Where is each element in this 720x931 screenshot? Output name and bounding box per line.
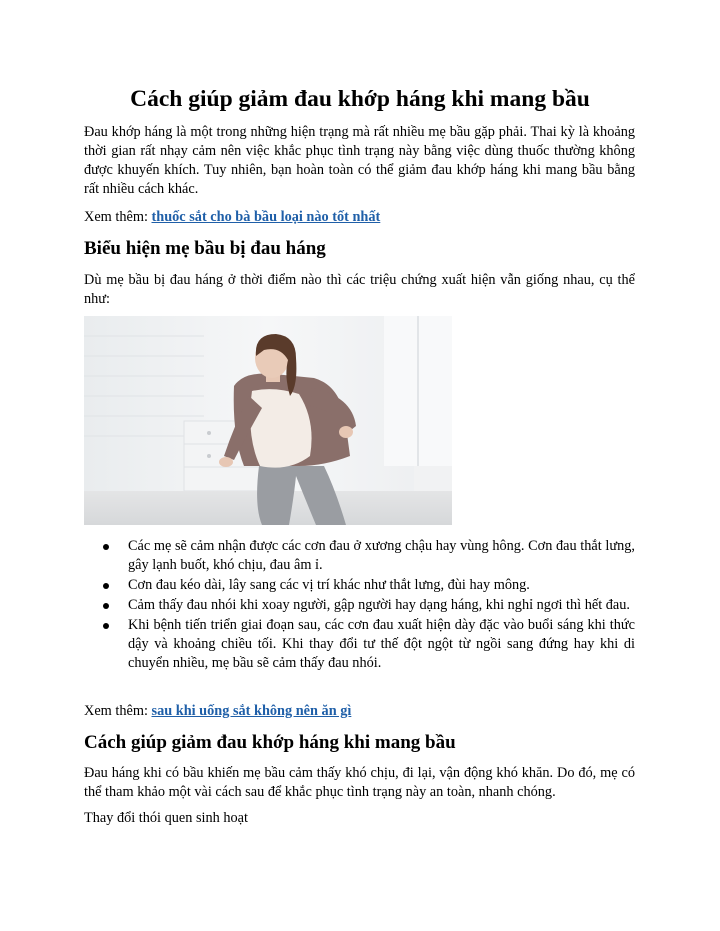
intro-paragraph: Đau khớp háng là một trong những hiện trạng mà rất nhiều mẹ bầu gặp phải. Thai kỳ là khoảng thời gian rất nhạy cảm nên việc khắc phục tình trạng này bằng việc dùng thuốc thường không được khuyến khích. Tuy nhiên, bạn hoàn toàn có thể giảm đau khớp háng khi mang bầu bằng rất nhiều cách khác. [84,124,635,197]
page-title: Cách giúp giảm đau khớp háng khi mang bầu [130,86,590,112]
symptom-text: Cơn đau kéo dài, lây sang các vị trí khác như thắt lưng, đùi hay mông. [128,577,530,593]
list-item [84,596,635,615]
bullet-icon [103,603,109,609]
see-also-prefix-1: Xem thêm: [84,209,152,225]
after-iron-food-link[interactable]: sau khi uống sắt không nên ăn gì [151,703,352,719]
list-item [84,537,635,575]
relief-subheading: Thay đổi thói quen sinh hoạt [84,810,248,826]
symptom-text: Cảm thấy đau nhói khi xoay người, gập người hay dạng háng, khi nghỉ ngơi thì hết đau. [128,597,630,613]
relief-intro-paragraph: Đau háng khi có bầu khiến mẹ bầu cảm thấy khó chịu, đi lại, vận động khó khăn. Do đó, mẹ có thể tham khảo một vài cách sau để khắc phục tình trạng này an toàn, nhanh chóng. [84,765,635,800]
bullet-icon [103,544,109,550]
see-also-line-2 [84,702,635,721]
list-item [84,616,635,673]
symptom-text: Khi bệnh tiến triển giai đoạn sau, các cơn đau xuất hiện dày đặc vào buổi sáng khi thức dậy và khoảng chiều tối. Khi thay đổi tư thế đột ngột từ ngồi sang đứng hay khi di chuyển nhiều, mẹ bầu sẽ cảm thấy đau nhói. [128,617,635,671]
symptom-text: Các mẹ sẽ cảm nhận được các cơn đau ở xương chậu hay vùng hông. Cơn đau thắt lưng, gây lạnh buốt, khó chịu, đau âm ỉ. [128,538,635,573]
see-also-prefix-2: Xem thêm: [84,703,152,719]
section-heading-symptoms: Biểu hiện mẹ bầu bị đau háng [84,238,326,259]
iron-supplement-link[interactable]: thuốc sắt cho bà bầu loại nào tốt nhất [151,209,381,225]
symptoms-intro-paragraph: Dù mẹ bầu bị đau háng ở thời điểm nào thì các triệu chứng xuất hiện vẫn giống nhau, cụ thể như: [84,272,635,307]
pregnant-woman-photo [84,316,452,525]
section-heading-relief: Cách giúp giảm đau khớp háng khi mang bầu [84,732,456,753]
bullet-icon [103,623,109,629]
list-item [84,576,635,595]
symptoms-list [84,537,635,674]
see-also-line-1 [84,208,635,227]
photo-illustration [84,316,452,525]
bullet-icon [103,583,109,589]
